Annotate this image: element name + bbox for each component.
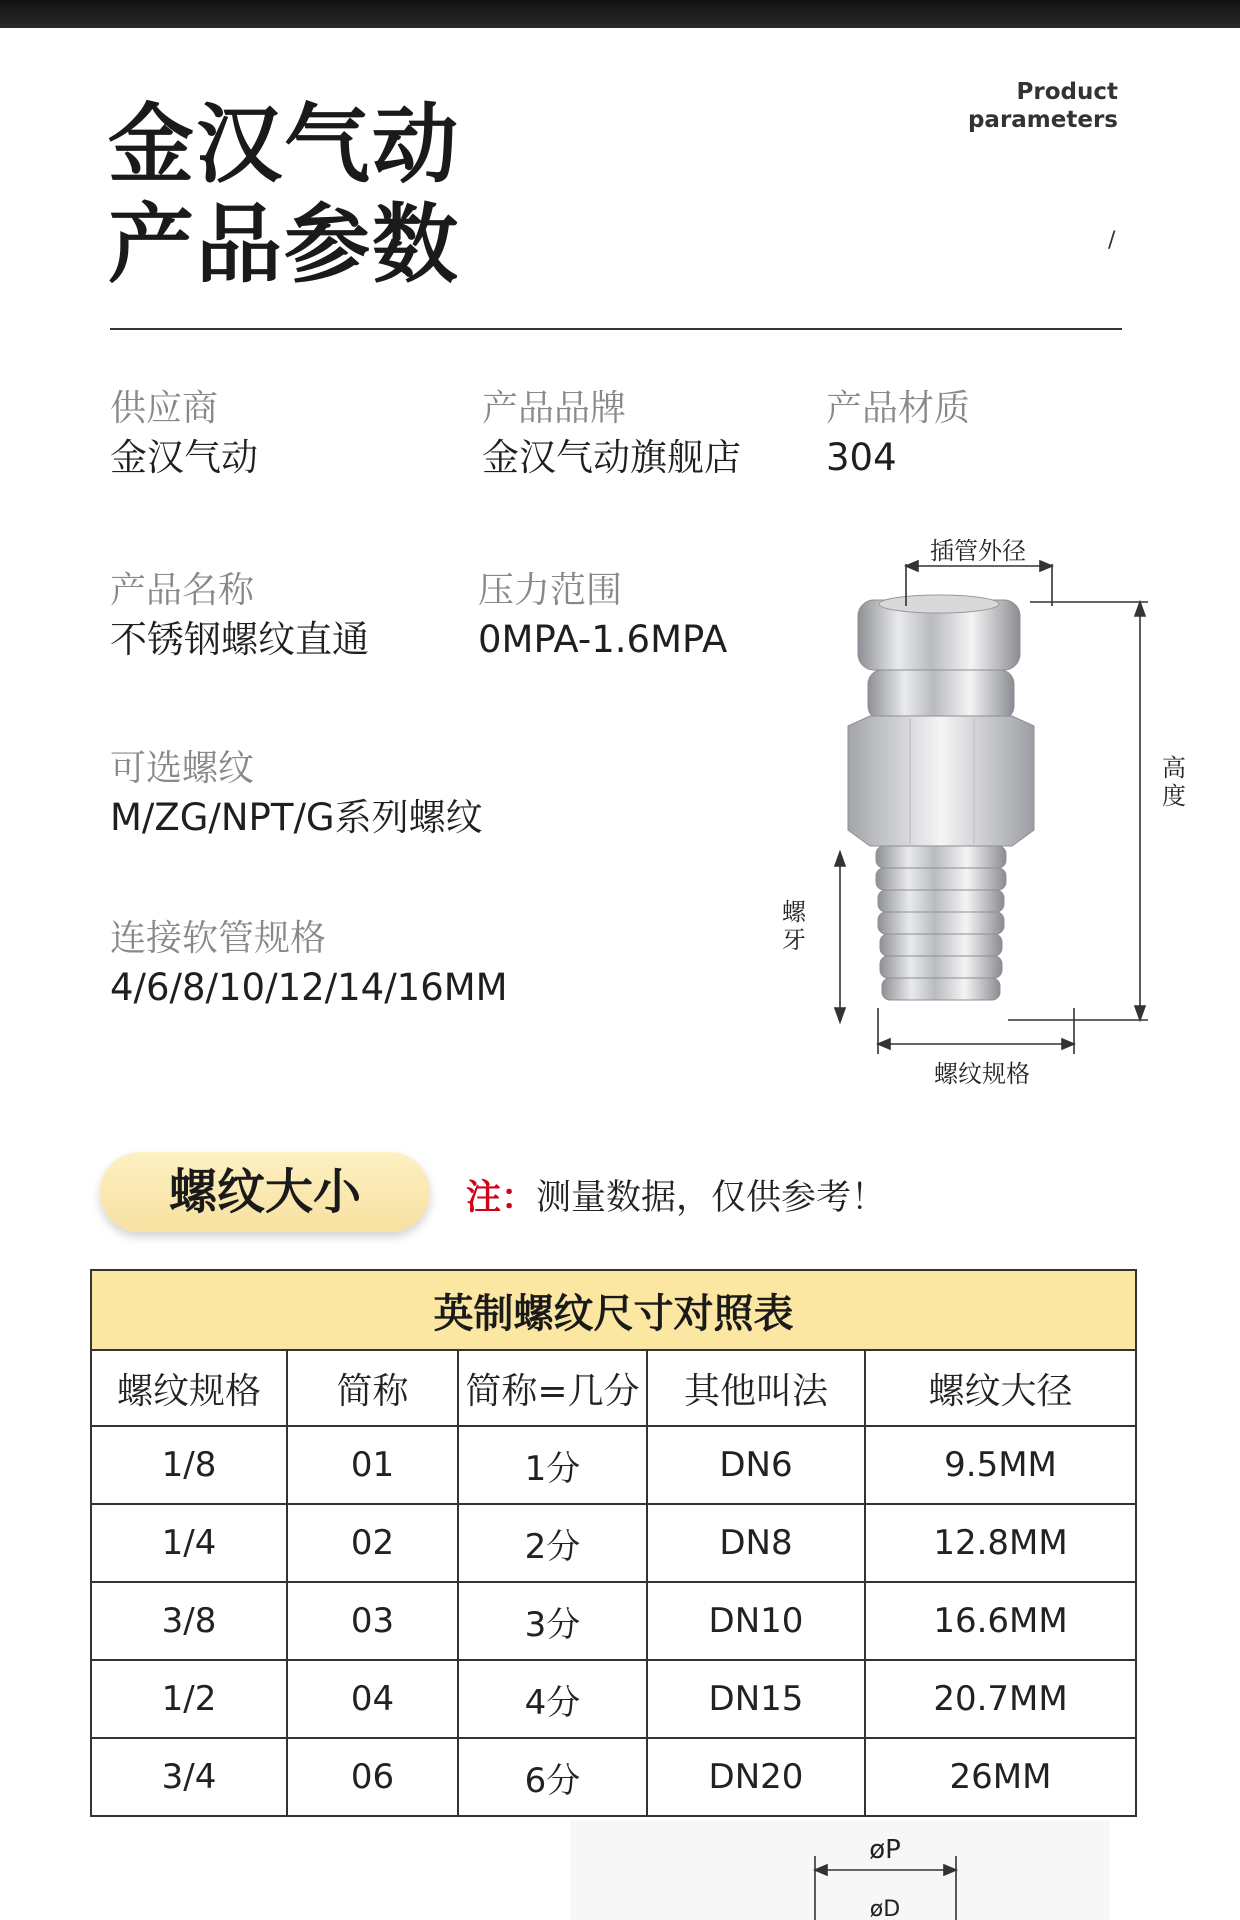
section-pill-thread-size: 螺纹大小 bbox=[100, 1152, 430, 1232]
fitting-thread bbox=[876, 846, 1006, 1000]
header-divider bbox=[110, 328, 1122, 330]
header-fen: 简称=几分 bbox=[458, 1350, 647, 1426]
english-subtitle bbox=[968, 78, 1118, 134]
param-product-name-value: 不锈钢螺纹直通 bbox=[110, 618, 369, 661]
param-thread-options bbox=[110, 746, 483, 844]
param-product-name bbox=[110, 568, 369, 666]
next-figure-preview bbox=[560, 1820, 1120, 1920]
cell-thread-spec: 1/8 bbox=[91, 1426, 287, 1504]
param-pressure-value: 0MPA-1.6MPA bbox=[478, 618, 728, 661]
english-subtitle-line-1: Product bbox=[1016, 79, 1118, 105]
cell-thread-spec: 3/8 bbox=[91, 1582, 287, 1660]
param-brand-value: 金汉气动旗舰店 bbox=[482, 436, 741, 479]
param-product-name-label: 产品名称 bbox=[110, 570, 255, 611]
label-thread-spec: 螺纹规格 bbox=[934, 1060, 1030, 1088]
param-material bbox=[826, 386, 970, 484]
label-thread-2: 牙 bbox=[782, 926, 806, 954]
cell-thread-spec: 1/2 bbox=[91, 1660, 287, 1738]
param-supplier bbox=[110, 386, 258, 484]
title-line-2: 产品参数 bbox=[108, 195, 460, 295]
cell-other-name: DN8 bbox=[647, 1504, 865, 1582]
cell-other-name: DN20 bbox=[647, 1738, 865, 1816]
cell-major-diameter: 26MM bbox=[865, 1738, 1136, 1816]
table-header-row bbox=[91, 1350, 1136, 1426]
label-thread-1: 螺 bbox=[782, 898, 806, 926]
fitting-hex-body bbox=[848, 716, 1034, 846]
param-brand bbox=[482, 386, 741, 484]
cell-other-name: DN10 bbox=[647, 1582, 865, 1660]
param-thread-options-value: M/ZG/NPT/G系列螺纹 bbox=[110, 796, 483, 839]
param-pressure-label: 压力范围 bbox=[478, 570, 623, 611]
cell-thread-spec: 3/4 bbox=[91, 1738, 287, 1816]
param-supplier-value: 金汉气动 bbox=[110, 436, 258, 479]
cell-fen: 1分 bbox=[458, 1426, 647, 1504]
label-tube-od: 插管外径 bbox=[930, 537, 1026, 565]
header-thread-spec: 螺纹规格 bbox=[91, 1350, 287, 1426]
param-hose-spec-value: 4/6/8/10/12/14/16MM bbox=[110, 966, 508, 1009]
note-text: 测量数据，仅供参考！ bbox=[536, 1178, 887, 1218]
cell-short-name: 06 bbox=[287, 1738, 458, 1816]
table-row bbox=[91, 1426, 1136, 1504]
label-height-2: 度 bbox=[1162, 782, 1186, 810]
cell-fen: 2分 bbox=[458, 1504, 647, 1582]
cell-thread-spec: 1/4 bbox=[91, 1504, 287, 1582]
param-pressure bbox=[478, 568, 727, 666]
cell-other-name: DN6 bbox=[647, 1426, 865, 1504]
page-title bbox=[108, 95, 460, 295]
cell-major-diameter: 9.5MM bbox=[865, 1426, 1136, 1504]
table-row bbox=[91, 1738, 1136, 1816]
param-hose-spec bbox=[110, 916, 508, 1014]
table-row bbox=[91, 1504, 1136, 1582]
dim-label-op: øP bbox=[869, 1835, 901, 1865]
cell-other-name: DN15 bbox=[647, 1660, 865, 1738]
measurement-note bbox=[466, 1170, 886, 1220]
param-brand-label: 产品品牌 bbox=[482, 388, 627, 429]
table-caption-row bbox=[91, 1270, 1136, 1350]
cell-short-name: 01 bbox=[287, 1426, 458, 1504]
cell-short-name: 03 bbox=[287, 1582, 458, 1660]
fitting-mid-ring bbox=[868, 670, 1014, 720]
fitting-diagram bbox=[760, 530, 1200, 1100]
table-row bbox=[91, 1582, 1136, 1660]
header-short-name: 简称 bbox=[287, 1350, 458, 1426]
param-material-label: 产品材质 bbox=[826, 388, 971, 429]
cell-major-diameter: 20.7MM bbox=[865, 1660, 1136, 1738]
table-row bbox=[91, 1660, 1136, 1738]
cell-short-name: 02 bbox=[287, 1504, 458, 1582]
english-subtitle-line-2: parameters bbox=[967, 107, 1118, 133]
decorative-slash: / bbox=[1108, 228, 1116, 253]
cell-fen: 6分 bbox=[458, 1738, 647, 1816]
title-line-1: 金汉气动 bbox=[108, 95, 460, 195]
note-prefix: 注： bbox=[466, 1178, 537, 1218]
dim-label-od: øD bbox=[869, 1897, 901, 1920]
top-dark-bar bbox=[0, 0, 1240, 28]
table-caption: 英制螺纹尺寸对照表 bbox=[91, 1270, 1136, 1350]
thread-size-table bbox=[90, 1269, 1137, 1817]
cell-fen: 4分 bbox=[458, 1660, 647, 1738]
fitting-bore bbox=[879, 595, 999, 613]
header-other-name: 其他叫法 bbox=[647, 1350, 865, 1426]
cell-major-diameter: 16.6MM bbox=[865, 1582, 1136, 1660]
param-material-value: 304 bbox=[826, 436, 897, 479]
header-major-diameter: 螺纹大径 bbox=[865, 1350, 1136, 1426]
cell-major-diameter: 12.8MM bbox=[865, 1504, 1136, 1582]
param-hose-spec-label: 连接软管规格 bbox=[110, 918, 327, 959]
param-supplier-label: 供应商 bbox=[110, 388, 219, 429]
cell-short-name: 04 bbox=[287, 1660, 458, 1738]
label-height-1: 高 bbox=[1162, 754, 1186, 782]
param-thread-options-label: 可选螺纹 bbox=[110, 748, 255, 789]
cell-fen: 3分 bbox=[458, 1582, 647, 1660]
